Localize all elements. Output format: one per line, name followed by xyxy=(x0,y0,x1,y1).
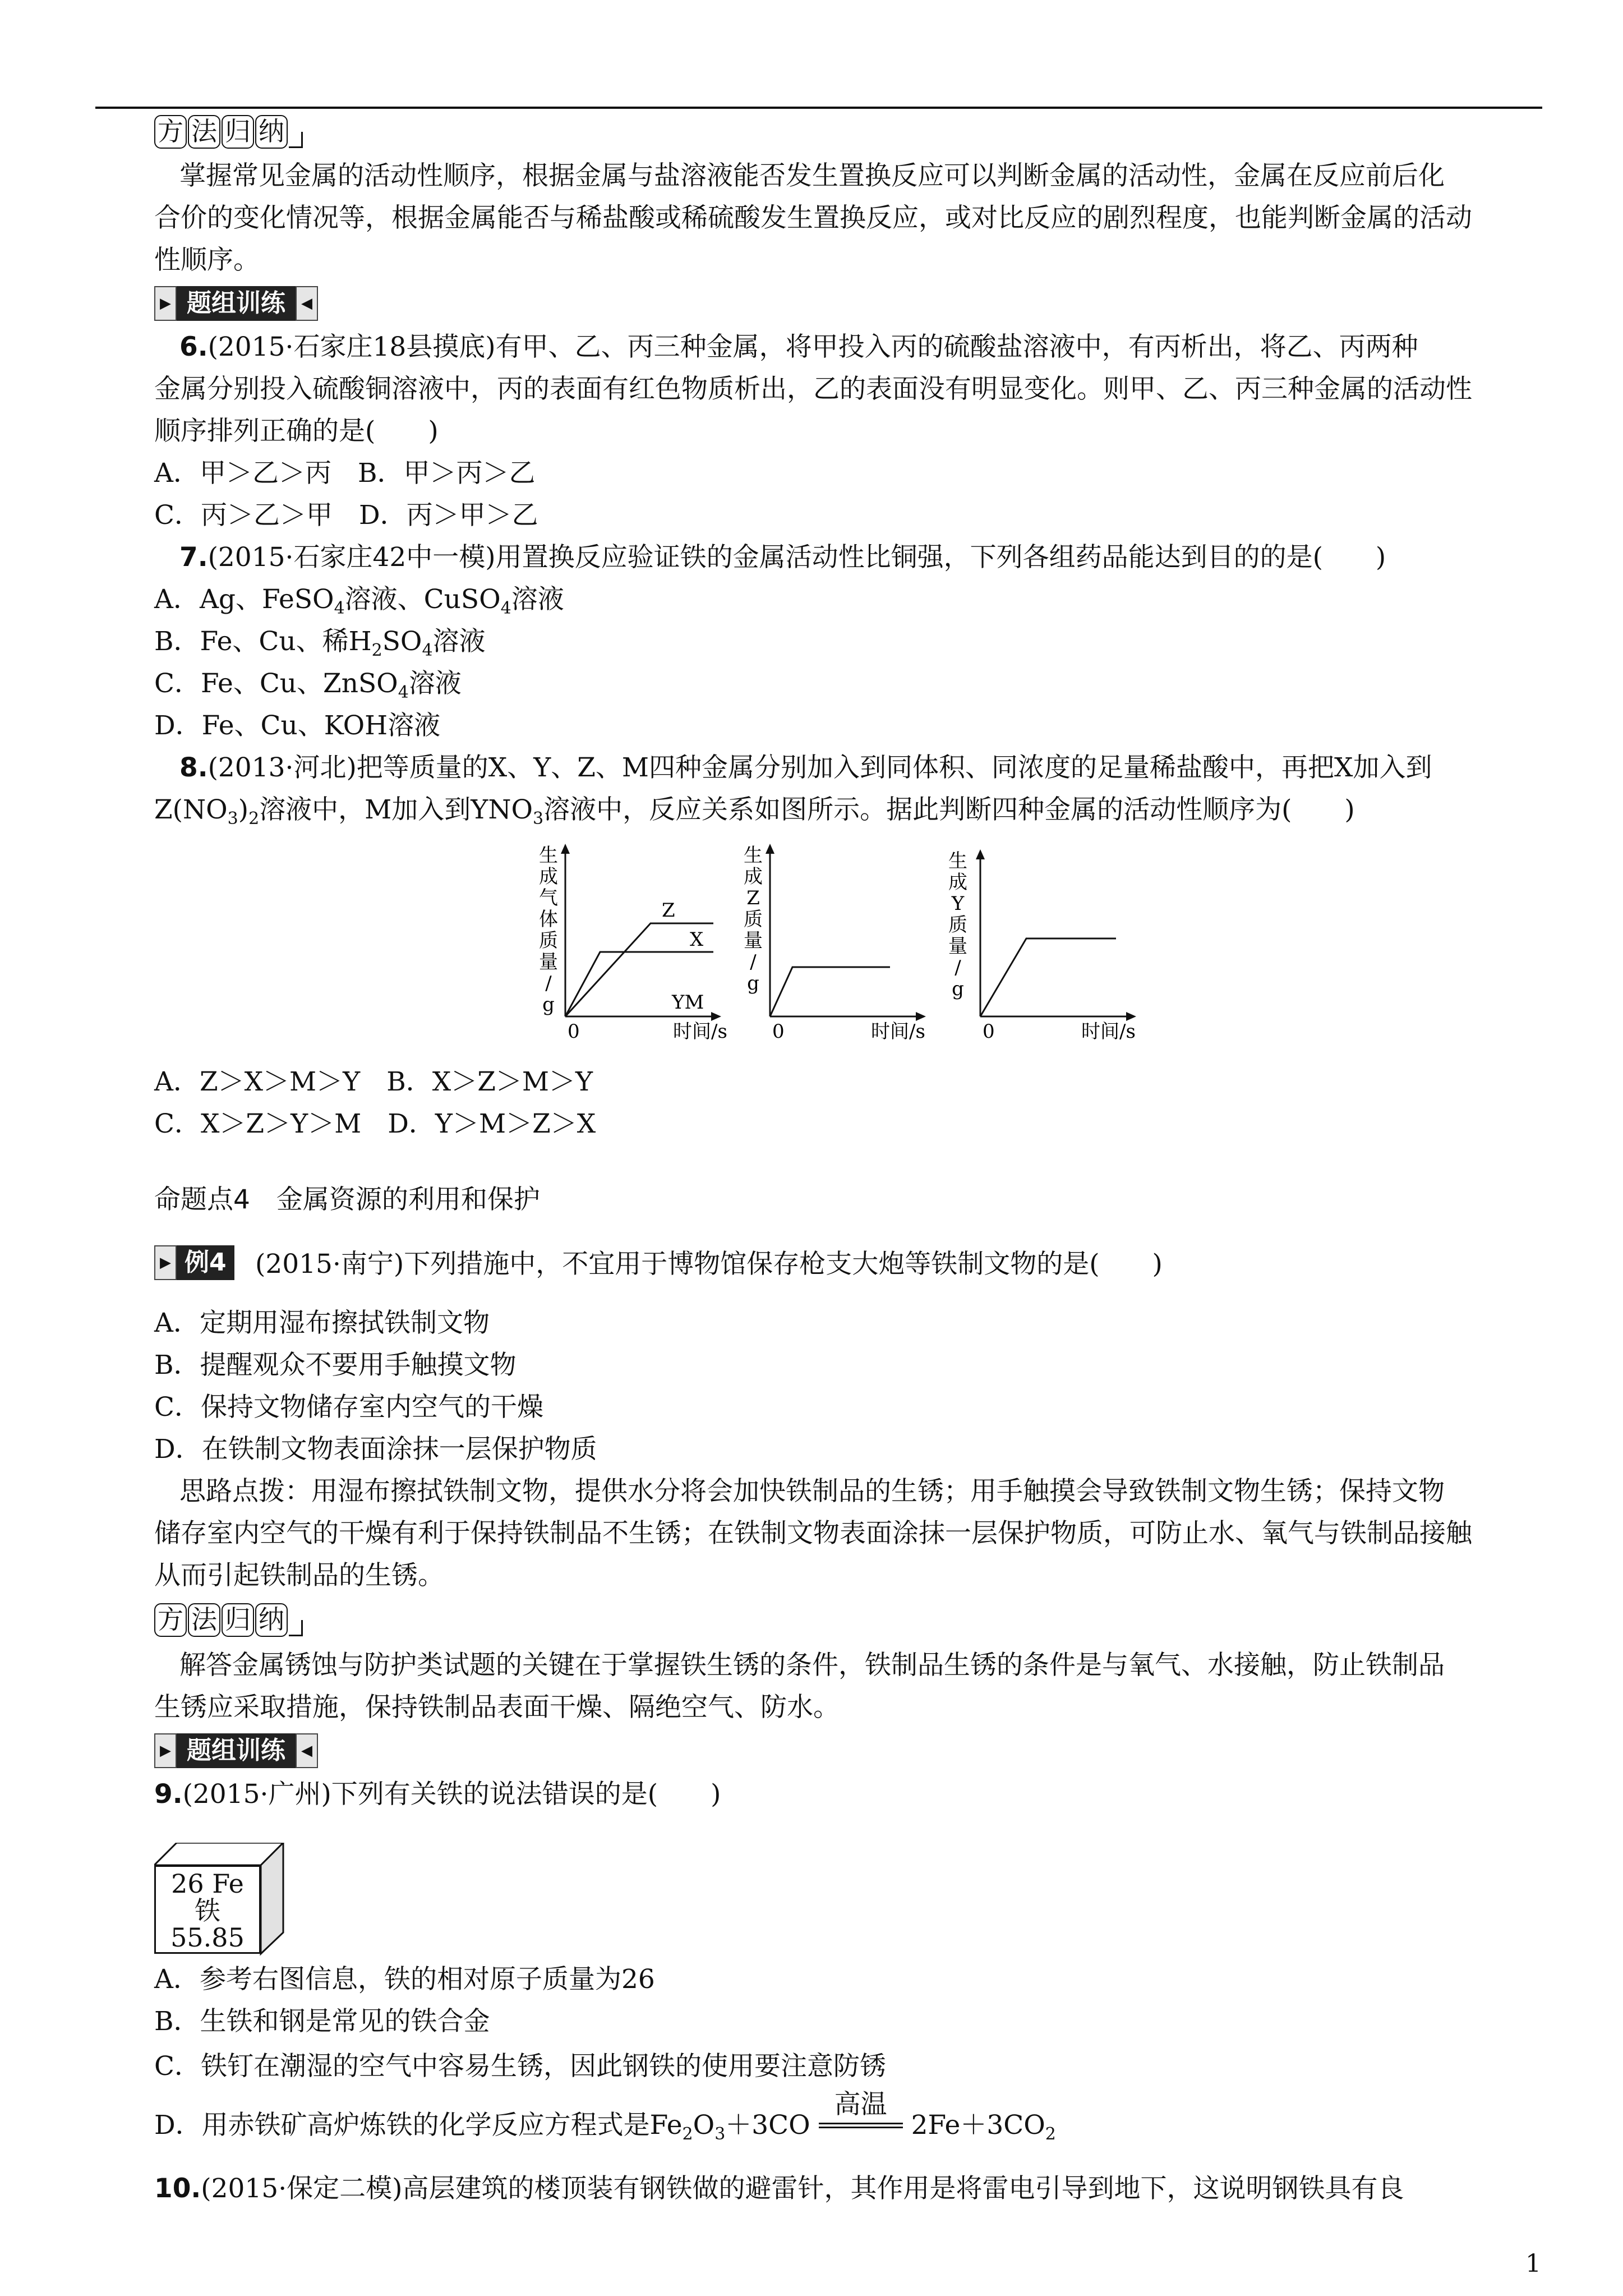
q9-option-d: D．用赤铁矿高炉炼铁的化学反应方程式是$Fe_2O_3+3CO$ 高温 $2Fe+3CO_2$ xyxy=(154,2089,1056,2144)
svg-text:量: 量 xyxy=(948,935,967,958)
svg-text:质: 质 xyxy=(539,930,558,952)
method2-line1: 解答金属锈蚀与防护类试题的关键在于掌握铁生锈的条件，铁制品生锈的条件是与氧气、水接触，防止铁制品 xyxy=(179,1650,1445,1681)
q7-option-c: C．Fe、Cu、ZnSO$_4$溶液 xyxy=(154,668,462,702)
chart-z-mass-svg xyxy=(743,841,934,1055)
series-z xyxy=(770,967,890,1016)
chart-y-mass xyxy=(948,841,1138,1057)
q9-option-c: C．铁钉在潮湿的空气中容易生锈，因此钢铁的使用要注意防锈 xyxy=(154,2051,886,2082)
ex4-hint-line3: 从而引起铁制品的生锈。 xyxy=(154,1560,444,1591)
y-axis-arrow xyxy=(976,849,985,859)
origin-label: 0 xyxy=(568,1020,580,1043)
arrow-icon xyxy=(289,1603,307,1635)
play-icon: ▶ xyxy=(154,286,177,321)
practice-banner: ▶ 题组训练 ◀ xyxy=(154,1733,318,1768)
q7-option-b: B．Fe、Cu、稀$H_2SO_4$溶液 xyxy=(154,626,486,660)
method1-line3: 性顺序。 xyxy=(154,245,260,275)
header-rule xyxy=(95,107,1542,109)
series-y xyxy=(980,938,1116,1016)
practice-banner: ▶ 题组训练 ◀ xyxy=(154,286,318,321)
q6-line2: 金属分别投入硫酸铜溶液中，丙的表面有红色物质析出，乙的表面没有明显变化。则甲、乙、丙三种金属的活动性 xyxy=(154,374,1472,404)
element-name: 铁 xyxy=(195,1895,220,1926)
q7-option-d: D．Fe、Cu、KOH溶液 xyxy=(154,710,441,741)
element-symbol: 26 Fe xyxy=(171,1869,244,1899)
svg-text:成: 成 xyxy=(744,866,763,888)
q6-line3: 顺序排列正确的是( ) xyxy=(154,416,439,447)
cube-face xyxy=(154,1865,261,1954)
label-x: X xyxy=(690,928,704,951)
svg-text:质: 质 xyxy=(744,908,763,931)
svg-text:成: 成 xyxy=(539,866,558,888)
svg-text:/: / xyxy=(955,956,961,979)
reaction-condition: 高温 xyxy=(819,2126,903,2128)
q8-line2: $Z(NO_3)_2$溶液中，M加入到$YNO_3$溶液中，反应关系如图所示。据此判断四种金属的活动性顺序为( ) xyxy=(154,794,1355,829)
origin-label: 0 xyxy=(983,1020,995,1043)
arrow-icon xyxy=(289,115,307,146)
method1-line2: 合价的变化情况等，根据金属能否与稀盐酸或稀硫酸发生置换反应，或对比反应的剧烈程度，也能判断金属的活动 xyxy=(154,203,1472,233)
section-title: 命题点4 金属资源的利用和保护 xyxy=(154,1184,540,1215)
origin-label: 0 xyxy=(772,1020,785,1043)
ex4-option-c: C．保持文物储存室内空气的干燥 xyxy=(154,1392,543,1423)
method-summary-label: 方 法 归 纳 xyxy=(154,115,308,149)
q8-options-ab: A．Z＞X＞M＞Y B．X＞Z＞M＞Y xyxy=(154,1066,593,1097)
x-axis-label: 时间/s xyxy=(673,1020,727,1043)
x-axis-arrow xyxy=(711,1012,721,1021)
q7-line1: 7.(2015·石家庄42中一模)用置换反应验证铁的金属活动性比铜强，下列各组药品能达到目的的是( ) xyxy=(179,542,1386,573)
q9-option-b: B．生铁和钢是常见的铁合金 xyxy=(154,2006,490,2037)
svg-text:量: 量 xyxy=(744,930,763,952)
ex4-hint-line2: 储存室内空气的干燥有利于保持铁制品不生锈；在铁制文物表面涂抹一层保护物质，可防止水、氧气与铁制品接触 xyxy=(154,1518,1472,1549)
rewind-icon: ◀ xyxy=(296,286,318,321)
y-axis-label xyxy=(539,844,558,1016)
svg-text:量: 量 xyxy=(539,951,558,973)
svg-text:气: 气 xyxy=(539,887,558,909)
svg-text:/: / xyxy=(545,972,552,995)
svg-text:Y: Y xyxy=(951,892,965,915)
q8-options-cd: C．X＞Z＞Y＞M D．Y＞M＞Z＞X xyxy=(154,1108,596,1139)
q9-option-a: A．参考右图信息，铁的相对原子质量为26 xyxy=(154,1964,655,1995)
chart-z-mass xyxy=(743,841,934,1057)
q9-line1: 9.(2015·广州)下列有关铁的说法错误的是( ) xyxy=(154,1779,721,1810)
ex4-hint-line1: 思路点拨：用湿布擦拭铁制文物，提供水分将会加快铁制品的生锈；用手触摸会导致铁制文物生锈；保持文物 xyxy=(179,1476,1445,1507)
ex4-option-b: B．提醒观众不要用手触摸文物 xyxy=(154,1350,517,1381)
y-axis-label xyxy=(948,850,967,1000)
x-axis-label: 时间/s xyxy=(871,1020,925,1043)
q8-line1: 8.(2013·河北)把等质量的X、Y、Z、M四种金属分别加入到同体积、同浓度的足量稀盐酸中，再把X加入到 xyxy=(179,752,1432,783)
atomic-mass: 55.85 xyxy=(170,1922,245,1953)
svg-text:g: g xyxy=(952,978,964,1000)
x-axis-arrow xyxy=(916,1012,926,1021)
chart-gas-mass xyxy=(538,841,729,1057)
svg-text:体: 体 xyxy=(539,908,558,931)
y-axis-label xyxy=(744,844,763,995)
chart-y-mass-svg xyxy=(948,841,1138,1055)
svg-text:/: / xyxy=(750,951,757,973)
svg-text:Z: Z xyxy=(746,887,760,909)
ex4-option-d: D．在铁制文物表面涂抹一层保护物质 xyxy=(154,1434,597,1465)
q10-line1: 10.(2015·保定二模)高层建筑的楼顶装有钢铁做的避雷针，其作用是将雷电引导到地下，这说明钢铁具有良 xyxy=(154,2173,1404,2204)
play-icon: ▶ xyxy=(154,1733,177,1768)
method-summary-label: 方 法 归 纳 xyxy=(154,1603,308,1637)
svg-text:生: 生 xyxy=(744,844,763,867)
svg-text:成: 成 xyxy=(948,871,967,894)
svg-text:g: g xyxy=(747,972,759,995)
ex4-option-a: A．定期用湿布擦拭铁制文物 xyxy=(154,1308,490,1338)
ex4-line1: (2015·南宁)下列措施中，不宜用于博物馆保存枪支大炮等铁制文物的是( ) xyxy=(255,1249,1163,1280)
y-axis-arrow xyxy=(766,844,774,854)
y-axis-arrow xyxy=(561,844,570,854)
iron-element-cube xyxy=(154,1843,289,1955)
label-z: Z xyxy=(662,899,675,922)
label-ym: YM xyxy=(672,991,704,1014)
x-axis-arrow xyxy=(1126,1012,1136,1021)
page-number: 1 xyxy=(1525,2249,1541,2278)
example-tag: ▶ 例4 xyxy=(154,1245,234,1280)
q7-option-a: A．Ag、FeSO$_4$溶液、CuSO$_4$溶液 xyxy=(154,584,564,618)
svg-text:g: g xyxy=(542,993,555,1016)
svg-text:质: 质 xyxy=(948,914,967,936)
svg-text:生: 生 xyxy=(948,850,967,872)
svg-text:生: 生 xyxy=(539,844,558,867)
method1-line1: 掌握常见金属的活动性顺序，根据金属与盐溶液能否发生置换反应可以判断金属的活动性，金属在反应前后化 xyxy=(179,160,1445,191)
q6-options-cd: C．丙＞乙＞甲 D．丙＞甲＞乙 xyxy=(154,500,538,531)
q6-options-ab: A．甲＞乙＞丙 B．甲＞丙＞乙 xyxy=(154,458,536,489)
method2-line2: 生锈应采取措施，保持铁制品表面干燥、隔绝空气、防水。 xyxy=(154,1692,840,1723)
x-axis-label: 时间/s xyxy=(1081,1020,1136,1043)
q6-line1: 6.(2015·石家庄18县摸底)有甲、乙、丙三种金属，将甲投入丙的硫酸盐溶液中，有丙析出，将乙、丙两种 xyxy=(179,332,1418,362)
chart-gas-mass-svg xyxy=(538,841,729,1055)
rewind-icon: ◀ xyxy=(296,1733,318,1768)
play-icon: ▶ xyxy=(154,1245,177,1280)
